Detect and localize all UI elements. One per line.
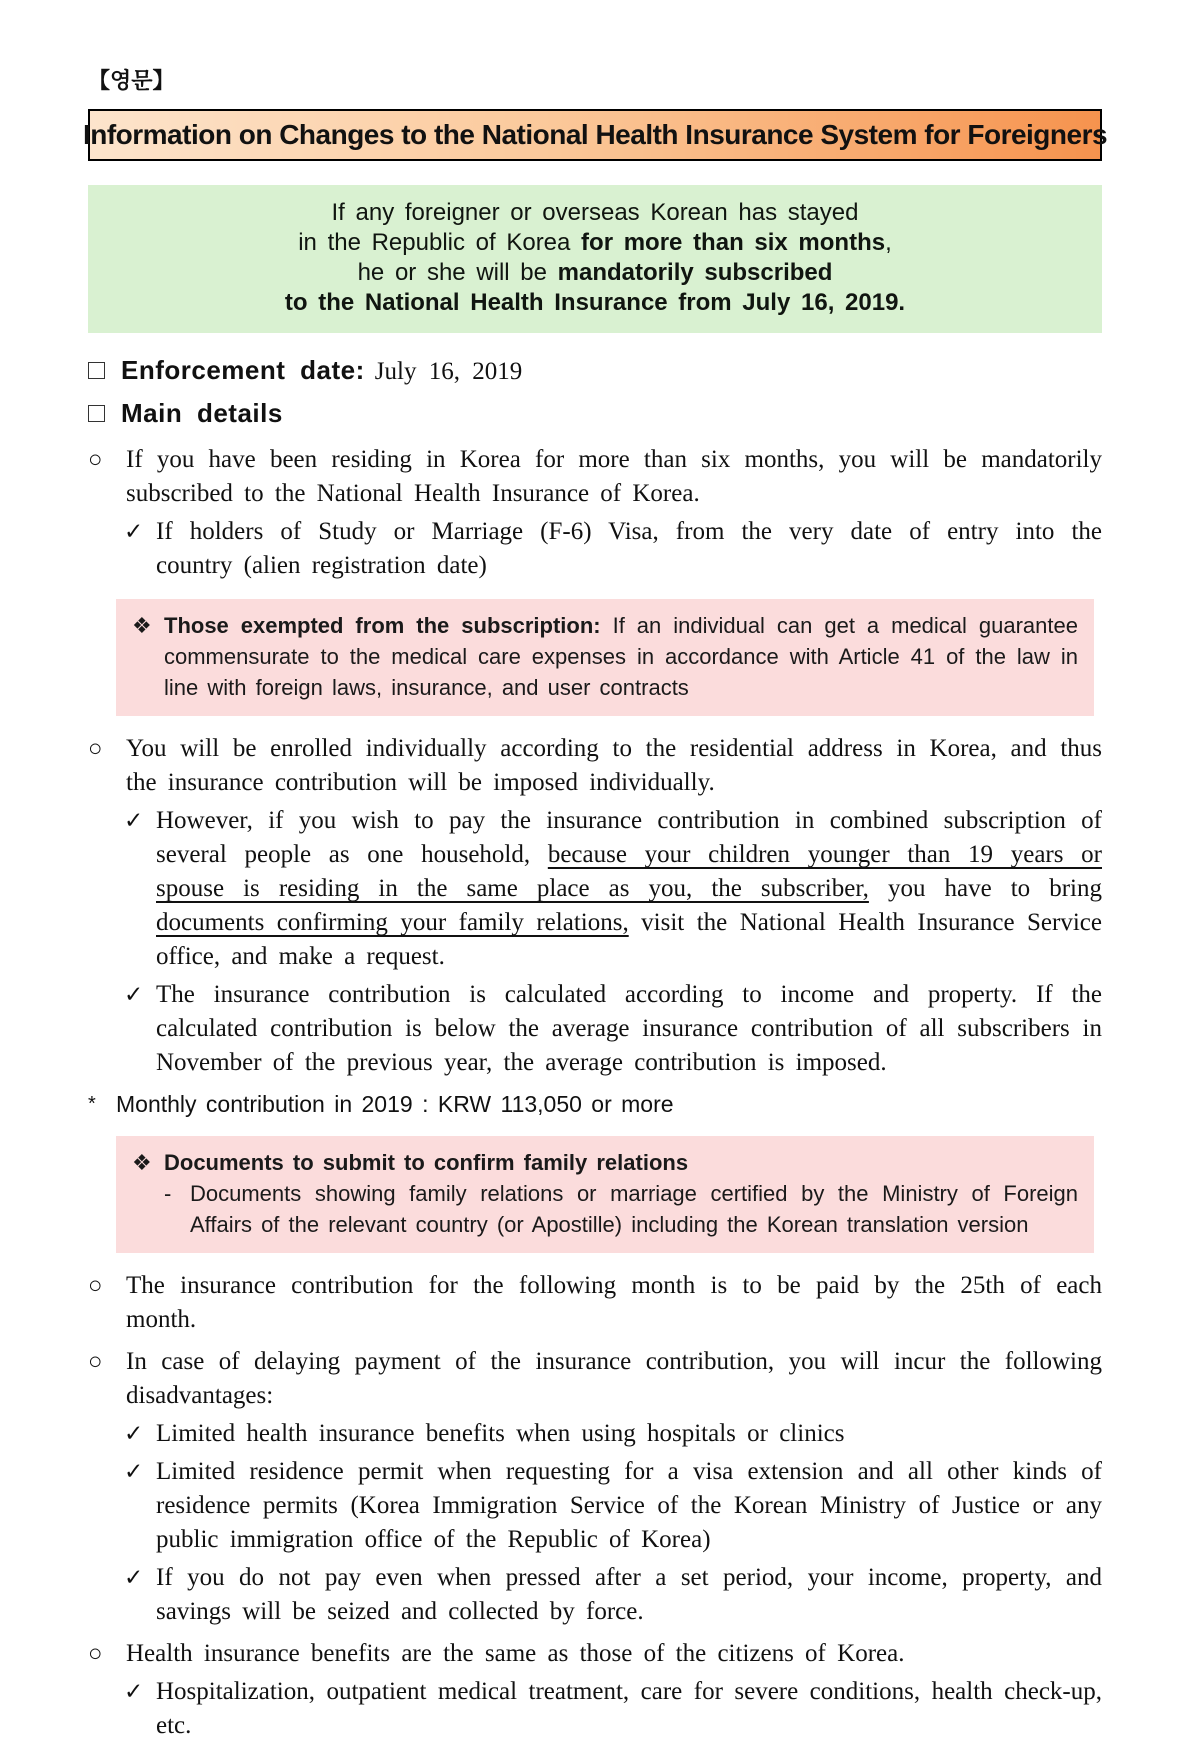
- enforcement-date-label: Enforcement date:: [121, 355, 365, 385]
- exemption-note-text: Those exempted from the subscription: If an individual can get a medical guarantee commensurate to the medical care expenses in accordance with Article 41 of the law in line with foreign laws, insurance, and user contracts: [164, 613, 1078, 700]
- check-bullet-icon: ✓: [124, 1565, 144, 1590]
- document-body: [88, 443, 1102, 1743]
- language-tag: 【영문】: [88, 68, 175, 93]
- main-details-label: Main details: [121, 398, 283, 428]
- list-item-pay-by-25th: [88, 1269, 1102, 1337]
- circle-bullet-icon: ○: [88, 1349, 103, 1375]
- spacer: [132, 1178, 164, 1240]
- documents-note-text: Documents showing family relations or marriage certified by the Ministry of Foreign Affairs of the relevant country (or Apostille) including the Korean translation version: [190, 1181, 1078, 1237]
- diamond-icon: ❖: [132, 613, 152, 638]
- banner-line: in the Republic of Korea for more than six months,: [298, 229, 892, 256]
- check-bullet-icon: ✓: [124, 982, 144, 1007]
- documents-note-title: Documents to submit to confirm family relations: [164, 1150, 689, 1175]
- list-item-text: Limited residence permit when requesting for a visa extension and all other kinds of residence permits (Korea Immigration Service of the Korean Ministry of Justice or any public immigration office of the Republic of Korea): [156, 1458, 1102, 1553]
- document-title-banner: [82, 109, 1108, 161]
- list-item-text: The insurance contribution is calculated according to income and property. If the calculated contribution is below the average insurance contribution of all subscribers in November of the previous year, the average contribution is imposed.: [156, 981, 1102, 1076]
- list-item-delay: [88, 1345, 1102, 1413]
- list-item-text: You will be enrolled individually according to the residential address in Korea, and thus the insurance contribution will be imposed individually.: [126, 735, 1102, 796]
- summary-banner: [88, 185, 1102, 333]
- list-item-text: The insurance contribution for the following month is to be paid by the 25th of each month.: [126, 1272, 1102, 1333]
- list-item-limited-benefits: [124, 1417, 1102, 1451]
- list-item-text: If you do not pay even when pressed after a set period, your income, property, and savings will be seized and collected by force.: [156, 1564, 1102, 1625]
- list-item-same-benefits: [88, 1637, 1102, 1671]
- exemption-note-box: [116, 599, 1094, 716]
- check-bullet-icon: ✓: [124, 1679, 144, 1704]
- note-text: Monthly contribution in 2019 : KRW 113,050 or more: [116, 1091, 674, 1117]
- list-item-seized: [124, 1561, 1102, 1629]
- list-item-calculated: [124, 978, 1102, 1080]
- documents-note-box: [116, 1136, 1094, 1253]
- square-bullet-icon: [88, 405, 105, 422]
- monthly-contribution-note: [88, 1088, 1102, 1120]
- banner-line: to the National Health Insurance from July 16, 2019.: [284, 289, 906, 316]
- diamond-icon: ❖: [132, 1150, 152, 1175]
- list-item-hospitalization: [124, 1675, 1102, 1743]
- dash-icon: -: [164, 1181, 172, 1206]
- list-item-text: However, if you wish to pay the insurance contribution in combined subscription of several people as one household, because your children younger than 19 years or spouse is residing in the same place as you, the subscriber, you have to bring documents confirming your family relations, visit the National Health Insurance Service office, and make a request.: [156, 807, 1102, 970]
- list-item-text: If you have been residing in Korea for more than six months, you will be mandatorily subscribed to the National Health Insurance of Korea.: [126, 446, 1102, 507]
- asterisk-icon: *: [88, 1093, 96, 1115]
- banner-line: he or she will be mandatorily subscribed: [357, 259, 833, 286]
- check-bullet-icon: ✓: [124, 808, 144, 833]
- enforcement-date-heading: [88, 355, 1102, 386]
- list-item-text: Health insurance benefits are the same as those of the citizens of Korea.: [126, 1640, 905, 1667]
- circle-bullet-icon: ○: [88, 447, 103, 473]
- main-details-heading: [88, 398, 1102, 429]
- banner-line: If any foreigner or overseas Korean has stayed: [331, 199, 859, 226]
- list-item-text: Limited health insurance benefits when using hospitals or clinics: [156, 1420, 845, 1447]
- page-title: Information on Changes to the National Health Insurance System for Foreigners: [82, 119, 1108, 150]
- list-item-text: Hospitalization, outpatient medical treatment, care for severe conditions, health check-up, etc.: [156, 1678, 1102, 1739]
- circle-bullet-icon: ○: [88, 1641, 103, 1667]
- enforcement-date-value: July 16, 2019: [374, 358, 523, 385]
- list-item-text: In case of delaying payment of the insurance contribution, you will incur the following disadvantages:: [126, 1348, 1102, 1409]
- list-item-residing: [88, 443, 1102, 511]
- circle-bullet-icon: ○: [88, 1273, 103, 1299]
- circle-bullet-icon: ○: [88, 736, 103, 762]
- square-bullet-icon: [88, 362, 105, 379]
- list-item-limited-permit: [124, 1455, 1102, 1557]
- list-item-text: If holders of Study or Marriage (F-6) Visa, from the very date of entry into the country (alien registration date): [156, 518, 1102, 579]
- list-item-visa-holders: [124, 515, 1102, 583]
- check-bullet-icon: ✓: [124, 519, 144, 544]
- check-bullet-icon: ✓: [124, 1459, 144, 1484]
- list-item-however: [124, 804, 1102, 974]
- check-bullet-icon: ✓: [124, 1421, 144, 1446]
- list-item-enrolled: [88, 732, 1102, 800]
